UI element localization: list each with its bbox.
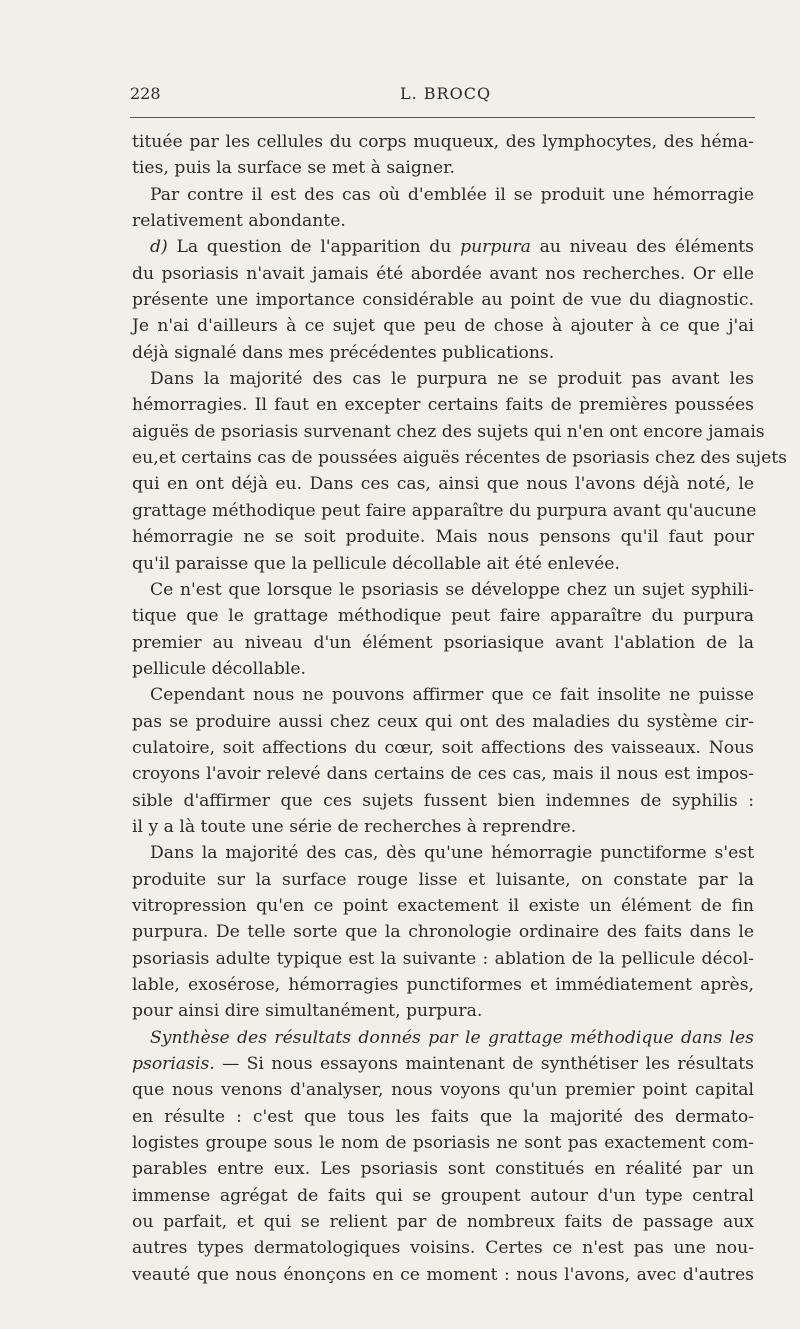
- text-line: tique que le grattage méthodique peut faire apparaître du purpura: [132, 606, 754, 627]
- text-line: il y a là toute une série de recherches à reprendre.: [132, 816, 577, 837]
- text-line: grattage méthodique peut faire apparaître du purpura avant qu'aucune: [132, 500, 757, 521]
- text-line: Je n'ai d'ailleurs à ce sujet que peu de chose à ajouter à ce que j'ai: [132, 316, 754, 337]
- text-line: lable, exosérose, hémorragies punctiformes et immédiatement après,: [132, 975, 754, 995]
- text-line: produite sur la surface rouge lisse et luisante, on constate par la: [132, 869, 754, 890]
- text-line: que nous venons d'analyser, nous voyons qu'un premier point capital: [132, 1080, 754, 1101]
- text-line: hémorragies. Il faut en excepter certains faits de premières poussées: [132, 395, 754, 416]
- text-line: Dans la majorité des cas, dès qu'une hémorragie punctiforme s'est: [150, 843, 754, 864]
- text-line: parables entre eux. Les psoriasis sont constitués en réalité par un: [132, 1159, 754, 1180]
- text-line: hémorragie ne se soit produite. Mais nous pensons qu'il faut pour: [132, 527, 754, 548]
- text-line: du psoriasis n'avait jamais été abordée avant nos recherches. Or elle: [132, 263, 754, 284]
- text-line: Dans la majorité des cas le purpura ne se produit pas avant les: [150, 369, 754, 390]
- running-head: L. BROCQ: [400, 84, 492, 103]
- text-line: qui en ont déjà eu. Dans ces cas, ainsi que nous l'avons déjà noté, le: [132, 474, 754, 495]
- text-line: présente une importance considérable au point de vue du diagnostic.: [132, 290, 754, 311]
- page-header: [130, 84, 755, 106]
- text-line: sible d'affirmer que ces sujets fussent bien indemnes de syphilis :: [132, 790, 754, 811]
- text-line: Ce n'est que lorsque le psoriasis se développe chez un sujet syphili-: [150, 579, 754, 600]
- text-line: purpura. De telle sorte que la chronologie ordinaire des faits dans le: [132, 922, 754, 943]
- text-line: déjà signalé dans mes précédentes publications.: [132, 342, 555, 363]
- text-line: autres types dermatologiques voisins. Certes ce n'est pas une nou-: [132, 1238, 754, 1259]
- page-number: 228: [130, 84, 161, 103]
- text-line: ties, puis la surface se met à saigner.: [132, 158, 455, 179]
- body-text: [132, 129, 787, 1288]
- text-line: en résulte : c'est que tous les faits que la majorité des dermato-: [132, 1106, 754, 1127]
- text-line: ou parfait, et qui se relient par de nombreux faits de passage aux: [132, 1212, 754, 1233]
- text-line: tituée par les cellules du corps muqueux, des lymphocytes, des héma-: [132, 132, 754, 152]
- section-heading-line: Synthèse des résultats donnés par le grattage méthodique dans les: [150, 1027, 754, 1048]
- text-line: culatoire, soit affections du cœur, soit affections des vaisseaux. Nous: [132, 737, 754, 758]
- text-line: psoriasis adulte typique est la suivante : ablation de la pellicule décol-: [132, 948, 754, 969]
- text-line: vitropression qu'en ce point exactement il existe un élément de fin: [132, 895, 754, 916]
- text-line: qu'il paraisse que la pellicule décollable ait été enlevée.: [132, 553, 620, 574]
- text-line: eu,et certains cas de poussées aiguës récentes de psoriasis chez des sujets: [132, 448, 787, 469]
- text-line: immense agrégat de faits qui se groupent autour d'un type central: [132, 1185, 754, 1206]
- text-line: pour ainsi dire simultanément, purpura.: [132, 1001, 483, 1022]
- text-line: veauté que nous énonçons en ce moment : nous l'avons, avec d'autres: [132, 1264, 754, 1285]
- text-line: pellicule décollable.: [132, 658, 307, 679]
- text-line: Par contre il est des cas où d'emblée il se produit une hémorragie: [150, 184, 754, 205]
- text-line: aiguës de psoriasis survenant chez des sujets qui n'en ont encore jamais: [132, 421, 765, 442]
- section-heading-line: psoriasis. — Si nous essayons maintenant de synthétiser les résultats: [132, 1054, 754, 1075]
- text-line: d) La question de l'apparition du purpura au niveau des éléments: [150, 237, 754, 258]
- text-line: logistes groupe sous le nom de psoriasis ne sont pas exactement com-: [132, 1133, 754, 1154]
- text-line: relativement abondante.: [132, 211, 346, 232]
- header-rule: [130, 117, 755, 118]
- text-line: pas se produire aussi chez ceux qui ont des maladies du système cir-: [132, 711, 754, 732]
- text-line: premier au niveau d'un élément psoriasique avant l'ablation de la: [132, 632, 754, 653]
- text-line: croyons l'avoir relevé dans certains de ces cas, mais il nous est impos-: [132, 764, 754, 785]
- text-line: Cependant nous ne pouvons affirmer que ce fait insolite ne puisse: [150, 685, 754, 706]
